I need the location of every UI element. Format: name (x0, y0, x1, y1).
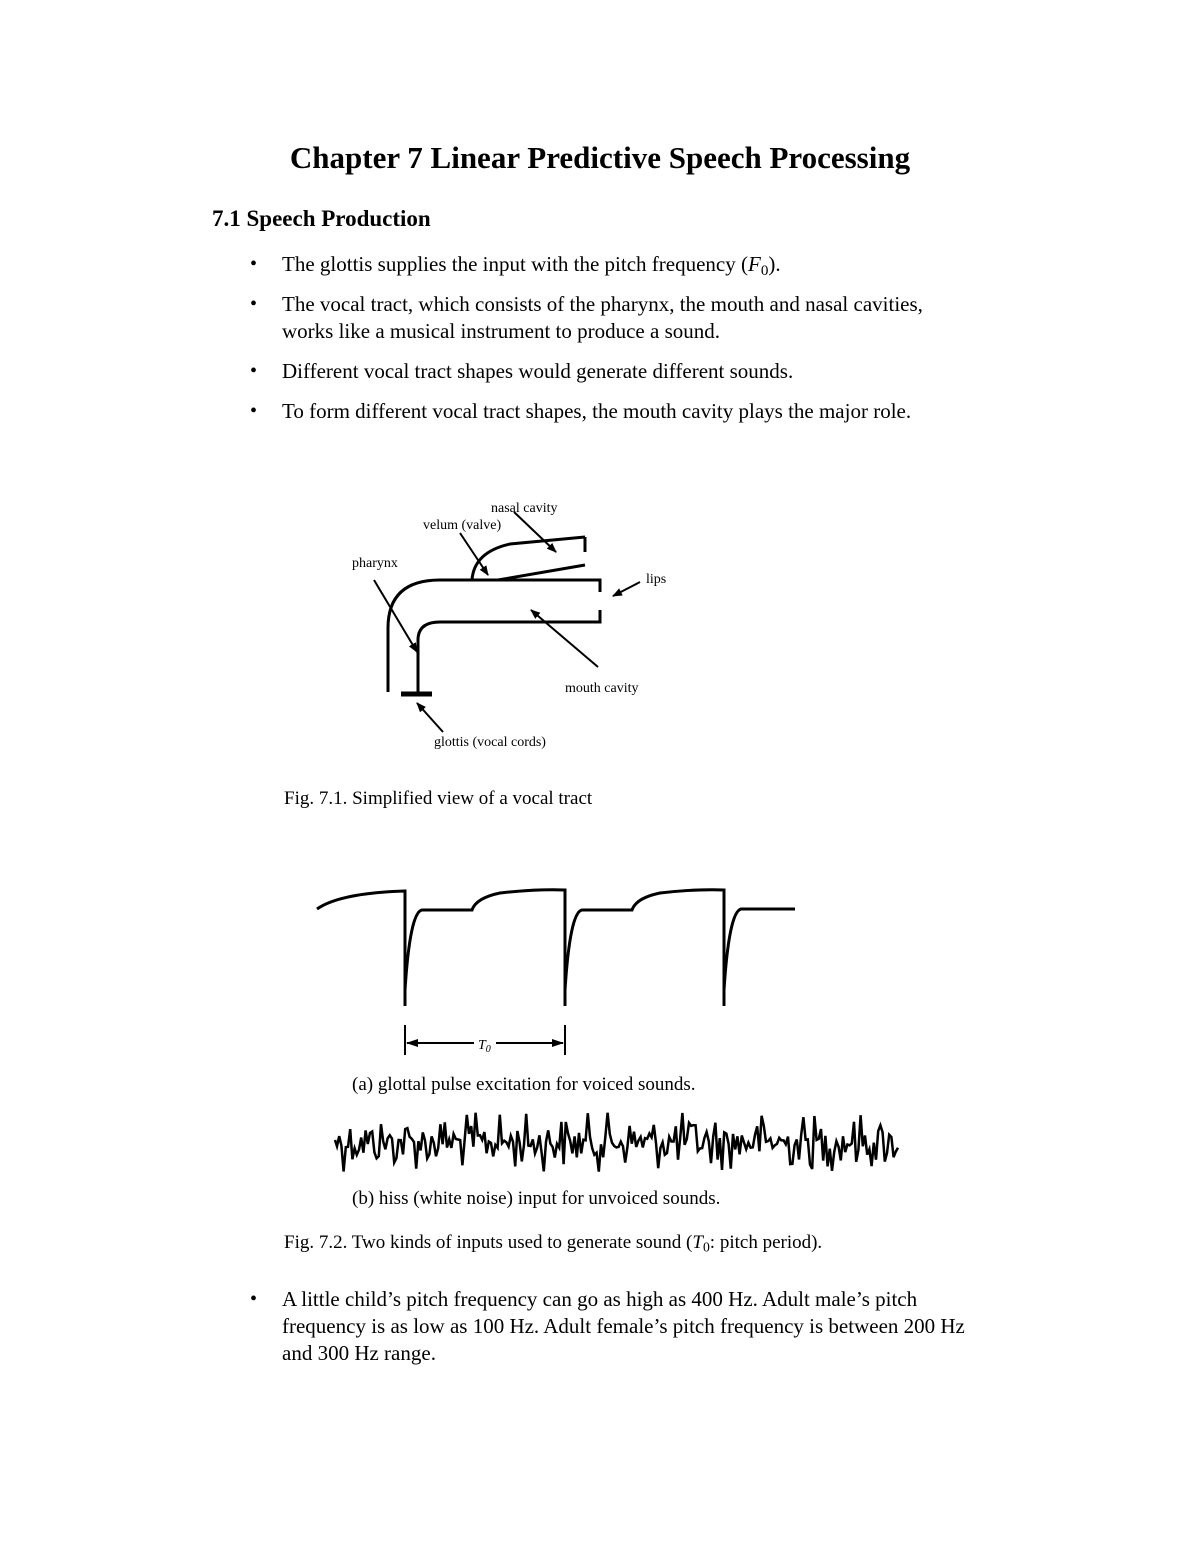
bullet-item-pitch-range (282, 1286, 972, 1367)
caption-symbol: T (692, 1232, 703, 1253)
label-glottis: glottis (vocal cords) (434, 735, 546, 750)
white-noise-waveform (335, 1113, 898, 1172)
period-symbol: T (478, 1038, 486, 1053)
caption-post: : pitch period). (709, 1232, 823, 1253)
bullet-text: To form different vocal tract shapes, the mouth cavity plays the major role. (282, 399, 912, 423)
figure-7-1-caption: Fig. 7.1. Simplified view of a vocal tract (284, 788, 593, 809)
pitch-symbol: F (748, 252, 761, 276)
pitch-subscript: 0 (760, 262, 769, 279)
bullet-text: Different vocal tract shapes would generate different sounds. (282, 359, 794, 383)
label-nasal-cavity: nasal cavity (491, 501, 558, 516)
label-mouth-cavity: mouth cavity (565, 681, 639, 696)
bullet-text: A little child’s pitch frequency can go as high as 400 Hz. Adult male’s pitch frequency is as low as 100 Hz. Adult female’s pitch frequency is between 200 Hz and 300 Hz range. (282, 1287, 965, 1365)
period-subscript: 0 (485, 1044, 491, 1055)
caption-subscript: 0 (702, 1239, 710, 1255)
bullet-text-post: ). (768, 252, 781, 276)
figure-7-2a-caption: (a) glottal pulse excitation for voiced sounds. (352, 1074, 696, 1095)
figure-7-2-caption (284, 1232, 822, 1255)
bullet-text-pre: The glottis supplies the input with the pitch frequency ( (282, 252, 748, 276)
section-title: 7.1 Speech Production (212, 206, 431, 231)
label-velum: velum (valve) (423, 518, 502, 533)
chapter-title: Chapter 7 Linear Predictive Speech Processing (289, 140, 911, 175)
caption-pre: Fig. 7.2. Two kinds of inputs used to generate sound ( (284, 1232, 693, 1253)
figure-7-2b-caption: (b) hiss (white noise) input for unvoiced sounds. (352, 1188, 721, 1209)
label-lips: lips (646, 572, 667, 587)
bullet-text: The vocal tract, which consists of the pharynx, the mouth and nasal cavities, works like a musical instrument to produce a sound. (282, 292, 923, 343)
label-pharynx: pharynx (352, 556, 398, 571)
